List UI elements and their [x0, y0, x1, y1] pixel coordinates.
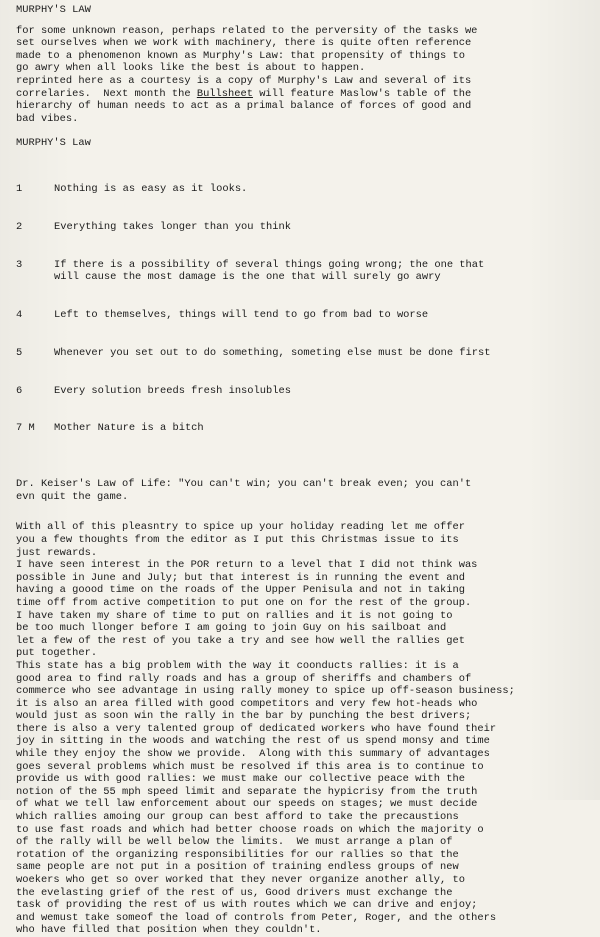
law-text: If there is a possibility of several things going wrong; the one that will cause the most damage is the one that will surely go awry — [54, 258, 485, 284]
law-item — [16, 347, 588, 360]
law-number: 1 — [16, 183, 23, 196]
law-number: 3 — [16, 258, 23, 271]
law-number: 4 — [16, 309, 23, 322]
law-number: 7 M — [16, 422, 35, 435]
keiser-law-paragraph: Dr. Keiser's Law of Life: "You can't win; you can't break even; you can't evn quit the game. — [16, 478, 472, 503]
law-item — [16, 259, 588, 284]
law-item — [16, 422, 588, 435]
laws-heading: MURPHY'S Law — [16, 137, 91, 150]
laws-list — [16, 158, 588, 460]
intro-paragraph-2 — [16, 75, 588, 125]
law-text: Nothing is as easy as it looks. — [54, 183, 248, 196]
law-item — [16, 385, 588, 398]
law-text: Everything takes longer than you think — [54, 220, 291, 233]
bullsheet-title: Bullsheet — [196, 87, 253, 100]
law-item — [16, 183, 588, 196]
intro-paragraph-1: for some unknown reason, perhaps related to the perversity of the tasks we set ourselves when we work with machinery, there is quite often reference made to a phenomenon known as Murphy's Law: that propensity of things to go awry when all looks like the best is about to happen. — [16, 24, 478, 75]
intro-paragraph-2-end: will feature Maslow's table of the hierarchy of human needs to act as a primal balance of forces of good and bad vibes. — [16, 87, 472, 125]
law-number: 6 — [16, 384, 23, 397]
law-text: Every solution breeds fresh insolubles — [54, 384, 291, 397]
law-item — [16, 309, 588, 322]
law-item — [16, 221, 588, 234]
law-number: 2 — [16, 220, 23, 233]
editor-notes: With all of this pleasntry to spice up your holiday reading let me offer you a few thoughts from the editor as I put this Christmas issue to its just rewards. I have seen interest in the POR return to a level that I did not think was possible in June and July; but that interest is in running the event and having a goood time on the roads of the Upper Penisula and not in taking time off from active competition to put one on for the rest of the group. I have taken my share of time to put on rallies and it is not going to be too much llonger before I am going to join Guy on his sailboat and let a few of the rest of you take a try and see how well the rallies get put together. This state has a big problem with the way it coonducts rallies: it is a good area to find rally roads and has a group of sheriffs and chambers of commerce who see advantage in using rally money to spice up off-season business; it is also an area filled with good competitors and very few hot-heads who would just as soon win the rally in the bar by punching the best drivers; there is also a very talented group of dedicated workers who have found their joy in sitting in the woods and watching the rest of us spend monsy and time while they enjoy the show we provide. Along with this summary of advantages goes several problems which must be resolved if this area is to continue to provide us with good rallies: we must make our collective peace with the notion of the 55 mph speed limit and separate the hypicrisy from the truth of what we tell law enforcement about our speeds on stages; we must decide which rallies amoing our group can best afford to take the precaustions to use fast roads and which had better choose roads on which the majority o of the rally will be well below the limits. We must arrange a plan of rotation of the organizing responsibilities for our rallies so that the same people are not put in a position of training endless groups of new woekers who get so over worked that they never organize another ally, to the evelasting grief of the rest of us, Good drivers must exchange the task of providing the rest of us with routes which we can drive and enjoy; and wemust take someof the load of controls from Peter, Roger, and the others who have filled that position when they couldn't. — [16, 521, 515, 937]
page-header: MURPHY'S LAW — [16, 4, 91, 16]
law-text: Mother Nature is a bitch — [54, 422, 204, 435]
law-number: 5 — [16, 346, 23, 359]
law-text: Left to themselves, things will tend to go from bad to worse — [54, 309, 429, 322]
intro-paragraph-2-start: reprinted here as a courtesy is a copy of Murphy's Law and several of its correlaries. Next month the — [16, 74, 472, 100]
law-text: Whenever you set out to do something, someting else must be done first — [54, 346, 491, 359]
